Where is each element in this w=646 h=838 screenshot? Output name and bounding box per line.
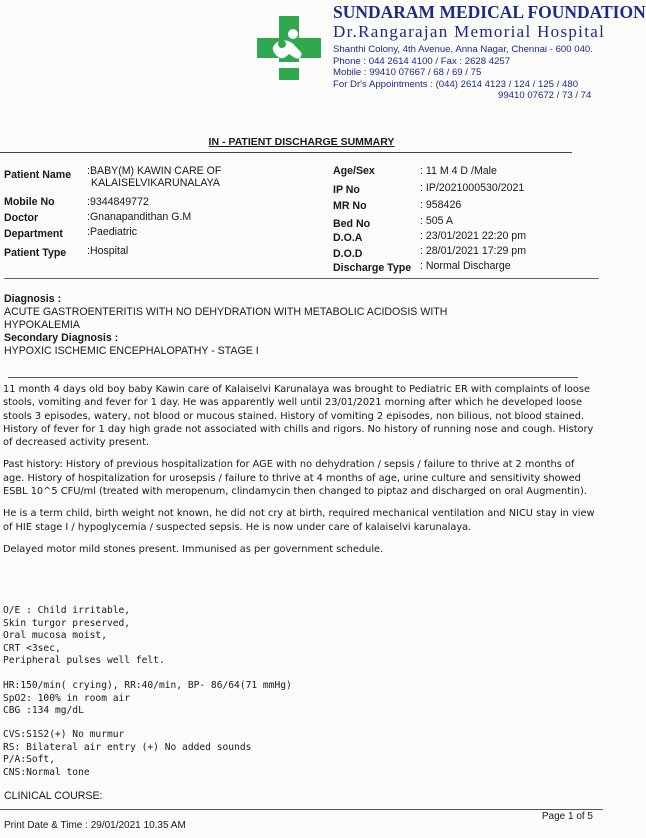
patient-type-label: Patient Type (4, 247, 67, 259)
exam-line: Oral mucosa moist, (3, 630, 107, 641)
footer-rule (0, 809, 603, 810)
phone-line: Phone : 044 2614 4100 / Fax : 2628 4257 (333, 55, 511, 67)
exam-line: O/E : Child irritable, (3, 605, 131, 616)
exam-line: CRT <3sec, (3, 642, 61, 654)
diagnosis-label: Diagnosis : (4, 293, 62, 305)
print-date: Print Date & Time : 29/01/2021 10.35 AM (4, 820, 186, 831)
document-title: IN - PATIENT DISCHARGE SUMMARY (208, 136, 395, 148)
dod-value: : 28/01/2021 17:29 pm (420, 245, 527, 257)
mr-no-value: : 958426 (420, 199, 462, 211)
age-sex-value: : 11 M 4 D /Male (420, 165, 497, 177)
dod-label: D.O.D (333, 248, 363, 260)
org-name: SUNDARAM MEDICAL FOUNDATION (333, 2, 646, 22)
doctor-label: Doctor (4, 212, 39, 224)
history-narrative (3, 383, 598, 565)
examination-block (3, 605, 165, 668)
section-rule (4, 278, 599, 279)
secondary-diagnosis-text: HYPOXIC ISCHEMIC ENCEPHALOPATHY - STAGE I (4, 345, 259, 357)
discharge-type-value: : Normal Discharge (420, 260, 511, 272)
hospital-logo (255, 14, 323, 82)
systemic-line: P/A:Soft, (3, 754, 55, 765)
ip-no-label: IP No (333, 184, 360, 196)
doctor-value: :Gnanapandithan G.M (87, 211, 192, 223)
department-label: Department (4, 228, 63, 240)
narrative-rule (8, 377, 578, 378)
page-number: Page 1 of 5 (541, 811, 593, 822)
title-rule (0, 152, 572, 153)
appointments-line-2: 99410 07672 / 73 / 74 (498, 90, 592, 102)
doa-value: : 23/01/2021 22:20 pm (420, 230, 527, 242)
patient-name-label: Patient Name (4, 169, 72, 181)
age-sex-label: Age/Sex (333, 165, 375, 177)
systemic-line: CVS:S1S2(+) No murmur (3, 729, 125, 740)
patient-name-value: :BABY(M) KAWIN CARE OF KALAISELVIKARUNALAYA (87, 165, 222, 189)
presenting-complaint-paragraph: 11 month 4 days old boy baby Kawin care of Kalaiselvi Karunalaya was brought to Pediatric ER with complaints of loose stools, vomiting and fever for 1 day. He was apparently well until 23/01/2021 morning after which he developed loose stools 3 episodes, watery, not blood or mucous stained. History of vomiting 2 episodes, non bilious, not blood stained. History of fever for 1 day high grade not associated with chills and rigors. No history of running nose and cough. History of decreased activity present. (3, 384, 594, 449)
exam-line: Peripheral pulses well felt. (3, 655, 165, 666)
appointments-line: For Dr's Appointments : (044) 2614 4123 / 124 / 125 / 480 (333, 78, 579, 90)
discharge-type-label: Discharge Type (333, 262, 412, 274)
bed-no-label: Bed No (333, 218, 371, 230)
vitals-line: CBG :134 mg/dL (3, 705, 84, 716)
clinical-course-label: CLINICAL COURSE: (4, 790, 103, 802)
mr-no-label: MR No (333, 200, 367, 212)
systemic-exam-block (3, 729, 251, 779)
diagnosis-text-2: HYPOKALEMIA (4, 319, 80, 331)
systemic-line: RS: Bilateral air entry (+) No added sounds (3, 741, 252, 753)
mobile-value: :9344849772 (87, 196, 149, 208)
exam-line: Skin turgor preserved, (3, 617, 131, 629)
systemic-line: CNS:Normal tone (3, 766, 90, 778)
mobile-line: Mobile : 99410 07667 / 68 / 69 / 75 (333, 67, 482, 79)
ip-no-value: : IP/2021000530/2021 (420, 182, 525, 194)
vitals-line: SpO2: 100% in room air (3, 692, 131, 704)
development-paragraph: Delayed motor mild stones present. Immunised as per government schedule. (3, 543, 384, 555)
address-block (333, 44, 646, 102)
diagnosis-block (4, 293, 594, 358)
mobile-label: Mobile No (4, 196, 55, 208)
doa-label: D.O.A (333, 232, 363, 244)
secondary-diagnosis-label: Secondary Diagnosis : (4, 332, 119, 344)
org-header (333, 2, 646, 102)
past-history-paragraph: Past history: History of previous hospitalization for AGE with no dehydration / sepsis / failure to thrive at 2 months of age. History of hospitalization for urosepsis / failure to thrive at 4 months of age, urine culture and sensitivity showed ESBL 10^5 CFU/ml (treated with meropenum, clindamycin then changed to piptaz and discharged on oral Augmentin). (3, 459, 587, 498)
patient-type-value: :Hospital (87, 245, 129, 257)
vitals-block (3, 680, 292, 718)
department-value: :Paediatric (87, 226, 138, 238)
birth-history-paragraph: He is a term child, birth weight not known, he did not cry at birth, required mechanical ventilation and NICU stay in view of HIE stage I / hypoglycemia / suspected sepsis. He is now under care of kalaiselvi karunalaya. (3, 508, 595, 533)
vitals-line: HR:150/min( crying), RR:40/min, BP- 86/64(71 mmHg) (3, 680, 292, 691)
address-line: Shanthi Colony, 4th Avenue, Anna Nagar, Chennai - 600 040. (333, 44, 593, 55)
hospital-name: Dr.Rangarajan Memorial Hospital (333, 22, 606, 41)
bed-no-value: : 505 A (420, 215, 453, 227)
diagnosis-text-1: ACUTE GASTROENTERITIS WITH NO DEHYDRATION WITH METABOLIC ACIDOSIS WITH (4, 306, 448, 318)
